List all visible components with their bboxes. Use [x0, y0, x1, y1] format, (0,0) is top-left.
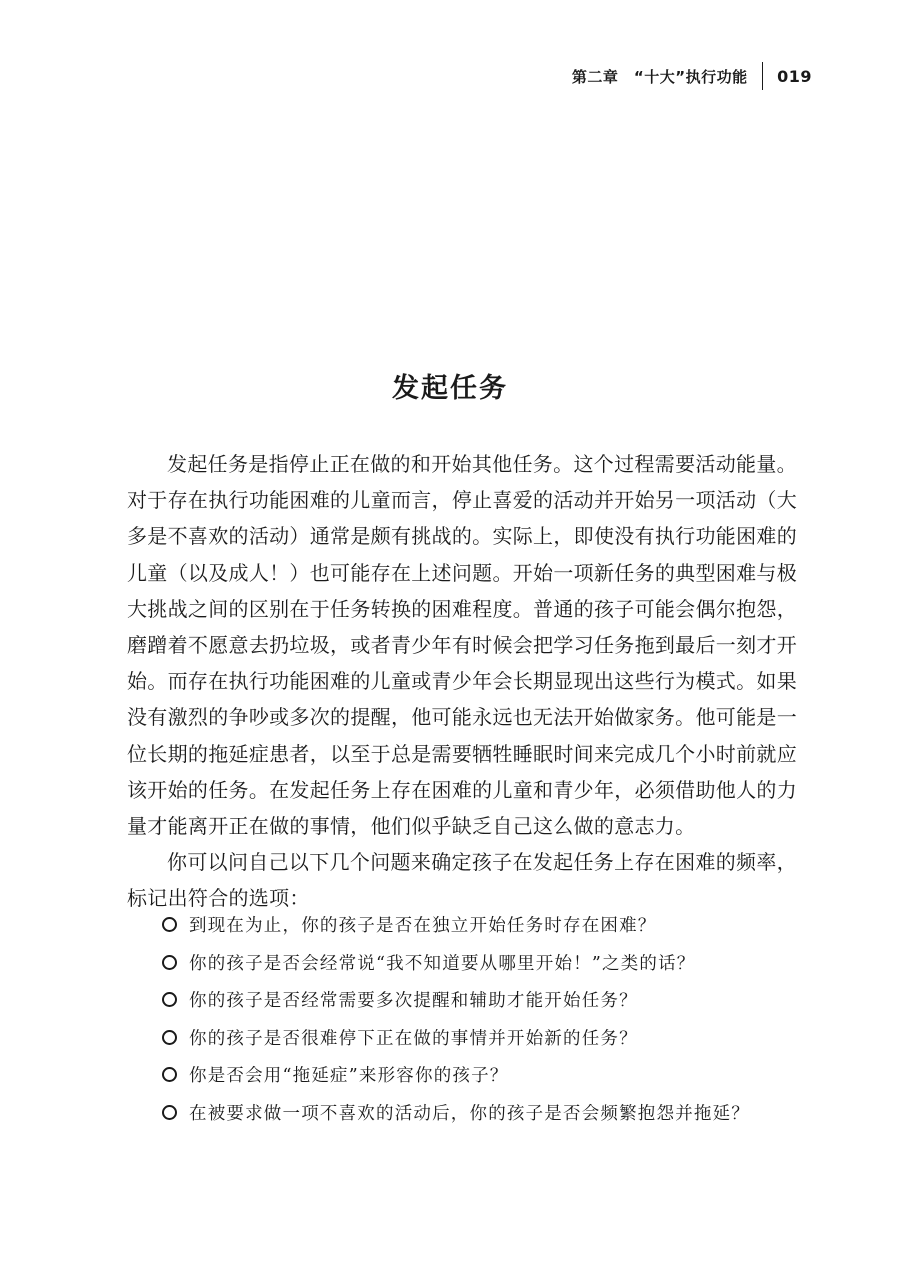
checklist-item-text: 在被要求做一项不喜欢的活动后，你的孩子是否会频繁抱怨并拖延？	[189, 1103, 750, 1124]
checkbox-circle-icon[interactable]	[162, 1030, 177, 1045]
checklist-item	[162, 944, 802, 982]
body-text	[127, 446, 797, 917]
section-title: 发起任务	[392, 373, 508, 404]
checklist-item	[162, 1019, 802, 1057]
checkbox-circle-icon[interactable]	[162, 955, 177, 970]
checklist-item	[162, 1056, 802, 1094]
paragraph: 你可以问自己以下几个问题来确定孩子在发起任务上存在困难的频率，标记出符合的选项：	[127, 850, 797, 911]
checklist-item	[162, 981, 802, 1019]
checkbox-circle-icon[interactable]	[162, 1067, 177, 1082]
checklist-item	[162, 906, 802, 944]
checkbox-circle-icon[interactable]	[162, 917, 177, 932]
checklist-item-text: 你的孩子是否很难停下正在做的事情并开始新的任务？	[189, 1028, 638, 1049]
running-header	[572, 62, 812, 90]
paragraph: 发起任务是指停止正在做的和开始其他任务。这个过程需要活动能量。对于存在执行功能困难的儿童而言，停止喜爱的活动并开始另一项活动（大多是不喜欢的活动）通常是颇有挑战的。实际上，即使没有执行功能困难的儿童（以及成人！）也可能存在上述问题。开始一项新任务的典型困难与极大挑战之间的区别在于任务转换的困难程度。普通的孩子可能会偶尔抱怨，磨蹭着不愿意去扔垃圾，或者青少年有时候会把学习任务拖到最后一刻才开始。而存在执行功能困难的儿童或青少年会长期显现出这些行为模式。如果没有激烈的争吵或多次的提醒，他可能永远也无法开始做家务。他可能是一位长期的拖延症患者，以至于总是需要牺牲睡眠时间来完成几个小时前就应该开始的任务。在发起任务上存在困难的儿童和青少年，必须借助他人的力量才能离开正在做的事情，他们似乎缺乏自己这么做的意志力。	[127, 452, 797, 839]
checkbox-circle-icon[interactable]	[162, 1105, 177, 1120]
checklist	[162, 906, 802, 1131]
checklist-item	[162, 1094, 802, 1132]
checklist-item-text: 你是否会用“拖延症”来形容你的孩子？	[189, 1066, 509, 1087]
chapter-title: 第二章 “十大”执行功能	[571, 67, 748, 86]
checklist-item-text: 你的孩子是否会经常说“我不知道要从哪里开始！”之类的话？	[189, 953, 696, 974]
checklist-item-text: 你的孩子是否经常需要多次提醒和辅助才能开始任务？	[189, 991, 638, 1012]
checklist-item-text: 到现在为止，你的孩子是否在独立开始任务时存在困难？	[189, 916, 657, 937]
checkbox-circle-icon[interactable]	[162, 992, 177, 1007]
page-number: 019	[777, 66, 812, 86]
